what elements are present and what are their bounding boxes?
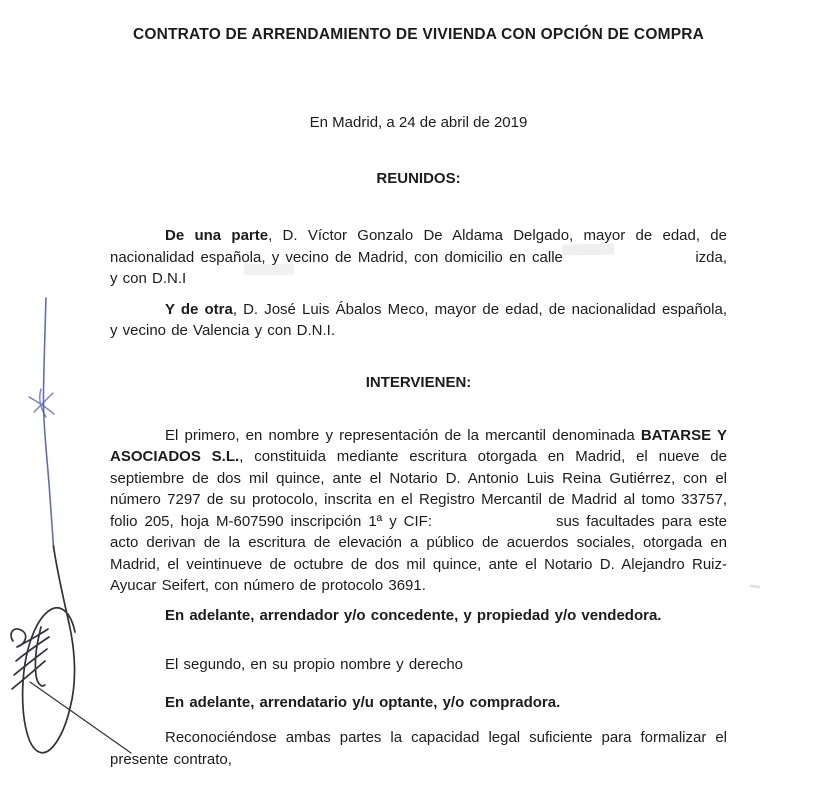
contract-title: CONTRATO DE ARRENDAMIENTO DE VIVIENDA CON OPCIÓN DE COMPRA — [132, 26, 705, 43]
party-one-lead: De una parte — [165, 227, 269, 244]
party-two-body: , D. José Luis Ábalos Meco, mayor de edad, de nacionalidad española, y vecino de Valencia y con D.N.I. — [110, 300, 727, 339]
redacted-dni-gap — [191, 281, 246, 283]
representation-before-bold: El primero, en nombre y representación de la mercantil denominada — [165, 426, 635, 444]
paragraph-party-two — [110, 299, 727, 342]
redacted-cif-gap — [439, 524, 549, 526]
clause-landlord-designation: En adelante, arrendador y/o concedente, y propiedad y/o vendedora. — [165, 606, 662, 624]
section-heading-intervienen: INTERVIENEN: — [365, 373, 472, 391]
party-two-lead: Y de otra — [165, 300, 233, 318]
paragraph-second-party-capacity: El segundo, en su propio nombre y derecho — [165, 656, 464, 673]
clause-tenant-designation: En adelante, arrendatario y/u optante, y/o compradora. — [165, 693, 561, 711]
representation-after-bold: , constituida mediante escritura otorgada en Madrid, el nueve de septiembre de dos mil quince, ante el Notario D. Antonio Luis Reina Gutiérrez, con el número 7297 de su protocolo, inscrita en el Registro Mercantil de Madrid al tomo 33757, folio 205, hoja M-607590 inscripción 1ª y CIF: — [110, 448, 727, 530]
section-heading-reunidos: REUNIDOS: — [376, 170, 461, 187]
representation-after-gap: sus facultades para este acto derivan de la escritura de elevación a público de acuerdos sociales, otorgada en Madrid, el veintinueve de octubre de dos mil quince, ante el Notario D. Alejandro Ruiz-Ayucar Seifert, con número de protocolo 3691. — [110, 512, 728, 594]
party-one-tail: izda, y con D.N.I — [110, 248, 727, 287]
party-one-body: , D. Víctor Gonzalo De Aldama Delgado, mayor de edad, de nacionalidad española, y vecino de Madrid, con domicilio en calle — [110, 227, 727, 266]
paragraph-representation — [110, 425, 727, 597]
paragraph-closing: Reconociéndose ambas partes la capacidad legal suficiente para formalizar el presente contrato, — [110, 729, 727, 768]
redacted-address-gap — [569, 260, 689, 262]
paragraph-party-one — [110, 225, 727, 290]
company-name: BATARSE Y ASOCIADOS S.L. — [110, 426, 727, 465]
date-line: En Madrid, a 24 de abril de 2019 — [309, 114, 528, 131]
